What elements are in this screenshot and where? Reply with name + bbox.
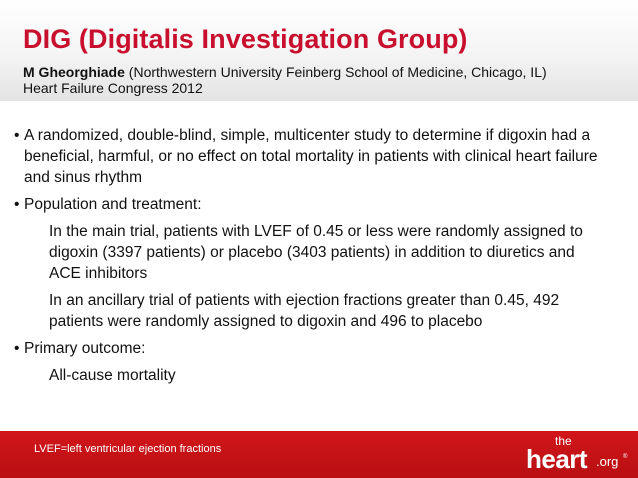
slide-footer — [0, 431, 638, 478]
registered-mark-icon: ® — [623, 454, 628, 460]
bullet-icon: • — [14, 340, 20, 357]
bullet-text: A randomized, double-blind, simple, multicenter study to determine if digoxin had a beneficial, harmful, or no effect on total mortality in patients with clinical heart failure and sinus rhythm — [24, 127, 598, 186]
theheart-logo — [526, 436, 630, 474]
sub-item-all-cause-mortality: All-cause mortality — [49, 367, 176, 384]
author-affiliation: (Northwestern University Feinberg School of Medicine, Chicago, IL) — [128, 64, 547, 80]
bullet-text: Primary outcome: — [24, 340, 146, 357]
author-line — [23, 64, 547, 80]
logo-org: .org — [596, 454, 619, 469]
slide-body — [0, 125, 638, 392]
bullet-item-population — [0, 194, 638, 215]
slide-title: DIG (Digitalis Investigation Group) — [23, 24, 468, 54]
congress-name: Heart Failure Congress 2012 — [23, 80, 203, 96]
logo-heart: heart — [526, 444, 588, 474]
author-name: M Gheorghiade — [23, 64, 125, 80]
sub-item-main-trial: In the main trial, patients with LVEF of 0.45 or less were randomly assigned to digoxin (3397 patients) or placebo (3403 patients) in addition to diuretics and ACE inhibitors — [49, 223, 583, 282]
footnote: LVEF=left ventricular ejection fractions — [34, 443, 222, 455]
slide-header — [0, 0, 638, 101]
bullet-icon: • — [14, 127, 20, 144]
bullet-text: Population and treatment: — [24, 196, 202, 213]
bullet-icon: • — [14, 196, 20, 213]
bullet-item-study-design — [0, 125, 638, 188]
logo-the: the — [555, 434, 572, 448]
sub-item-ancillary-trial: In an ancillary trial of patients with ejection fractions greater than 0.45, 492 patients were randomly assigned to digoxin and 496 to placebo — [49, 292, 560, 330]
bullet-item-outcome — [0, 338, 638, 359]
